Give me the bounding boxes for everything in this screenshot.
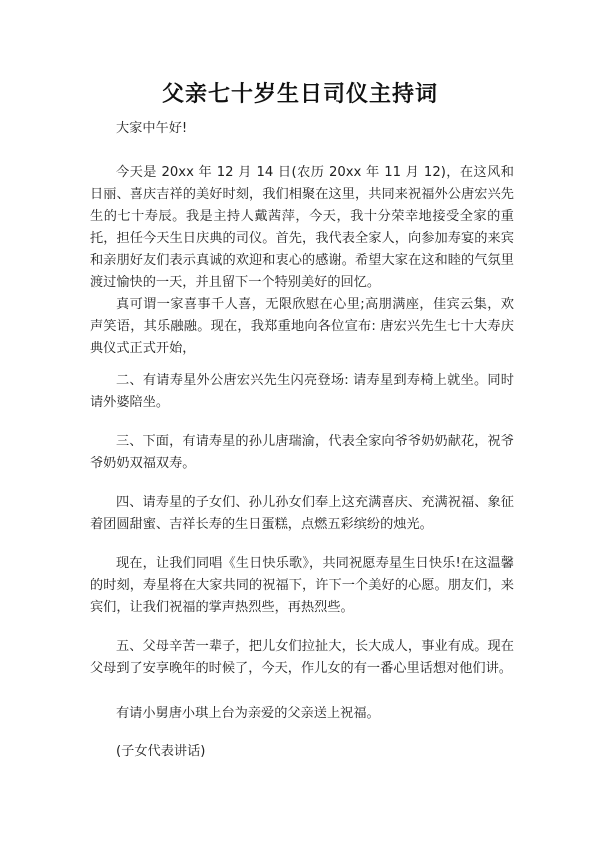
paragraph-birthday-song: 现在，让我们同唱《生日快乐歌》，共同祝愿寿星生日快乐!在这温馨的时刻，寿星将在大家共同的祝福下，许下一个美好的心愿。朋友们，来宾们，让我们祝福的掌声热烈些，再热烈些。 [90, 556, 514, 615]
paragraph-step-four: 四、请寿星的子女们、孙儿孙女们奉上这充满喜庆、充满祝福、象征着团圆甜蜜、吉祥长寿的生日蛋糕，点燃五彩缤纷的烛光。 [90, 495, 514, 532]
paragraph-step-two: 二、有请寿星外公唐宏兴先生闪亮登场: 请寿星到寿椅上就坐。同时请外婆陪坐。 [90, 373, 514, 410]
page-title: 父亲七十岁生日司仪主持词 [161, 82, 438, 107]
paragraph-opening: 今天是 20xx 年 12 月 14 日(农历 20xx 年 11 月 12)，在这风和日丽、喜庆吉祥的美好时刻，我们相聚在这里，共同来祝福外公唐宏兴先生的七十寿辰。我是主持人戴茜萍，今天，我十分荣幸地接受全家的重托，担任今天生日庆典的司仪。首先，我代表全家人，向参加寿宴的来宾和亲朋好友们表示真诚的欢迎和衷心的感谢。希望大家在这和睦的气氛里渡过愉快的一天，并且留下一个特别美好的回忆。 [90, 165, 514, 290]
paragraph-announcement: 真可谓一家喜事千人喜，无限欣慰在心里;高朋满座，佳宾云集，欢声笑语，其乐融融。现在，我郑重地向各位宣布: 唐宏兴先生七十大寿庆典仪式正式开始， [90, 297, 514, 356]
paragraph-step-three: 三、下面，有请寿星的孙儿唐瑞渝，代表全家向爷爷奶奶献花，祝爷爷奶奶双福双寿。 [90, 434, 514, 471]
greeting-text: 大家中午好! [116, 121, 188, 136]
paragraph-note: (子女代表讲话) [116, 744, 206, 759]
paragraph-invitation: 有请小舅唐小琪上台为亲爱的父亲送上祝福。 [116, 706, 380, 721]
paragraph-step-five: 五、父母辛苦一辈子，把儿女们拉扯大，长大成人，事业有成。现在父母到了安享晚年的时候了，今天，作儿女的有一番心里话想对他们讲。 [90, 639, 514, 676]
